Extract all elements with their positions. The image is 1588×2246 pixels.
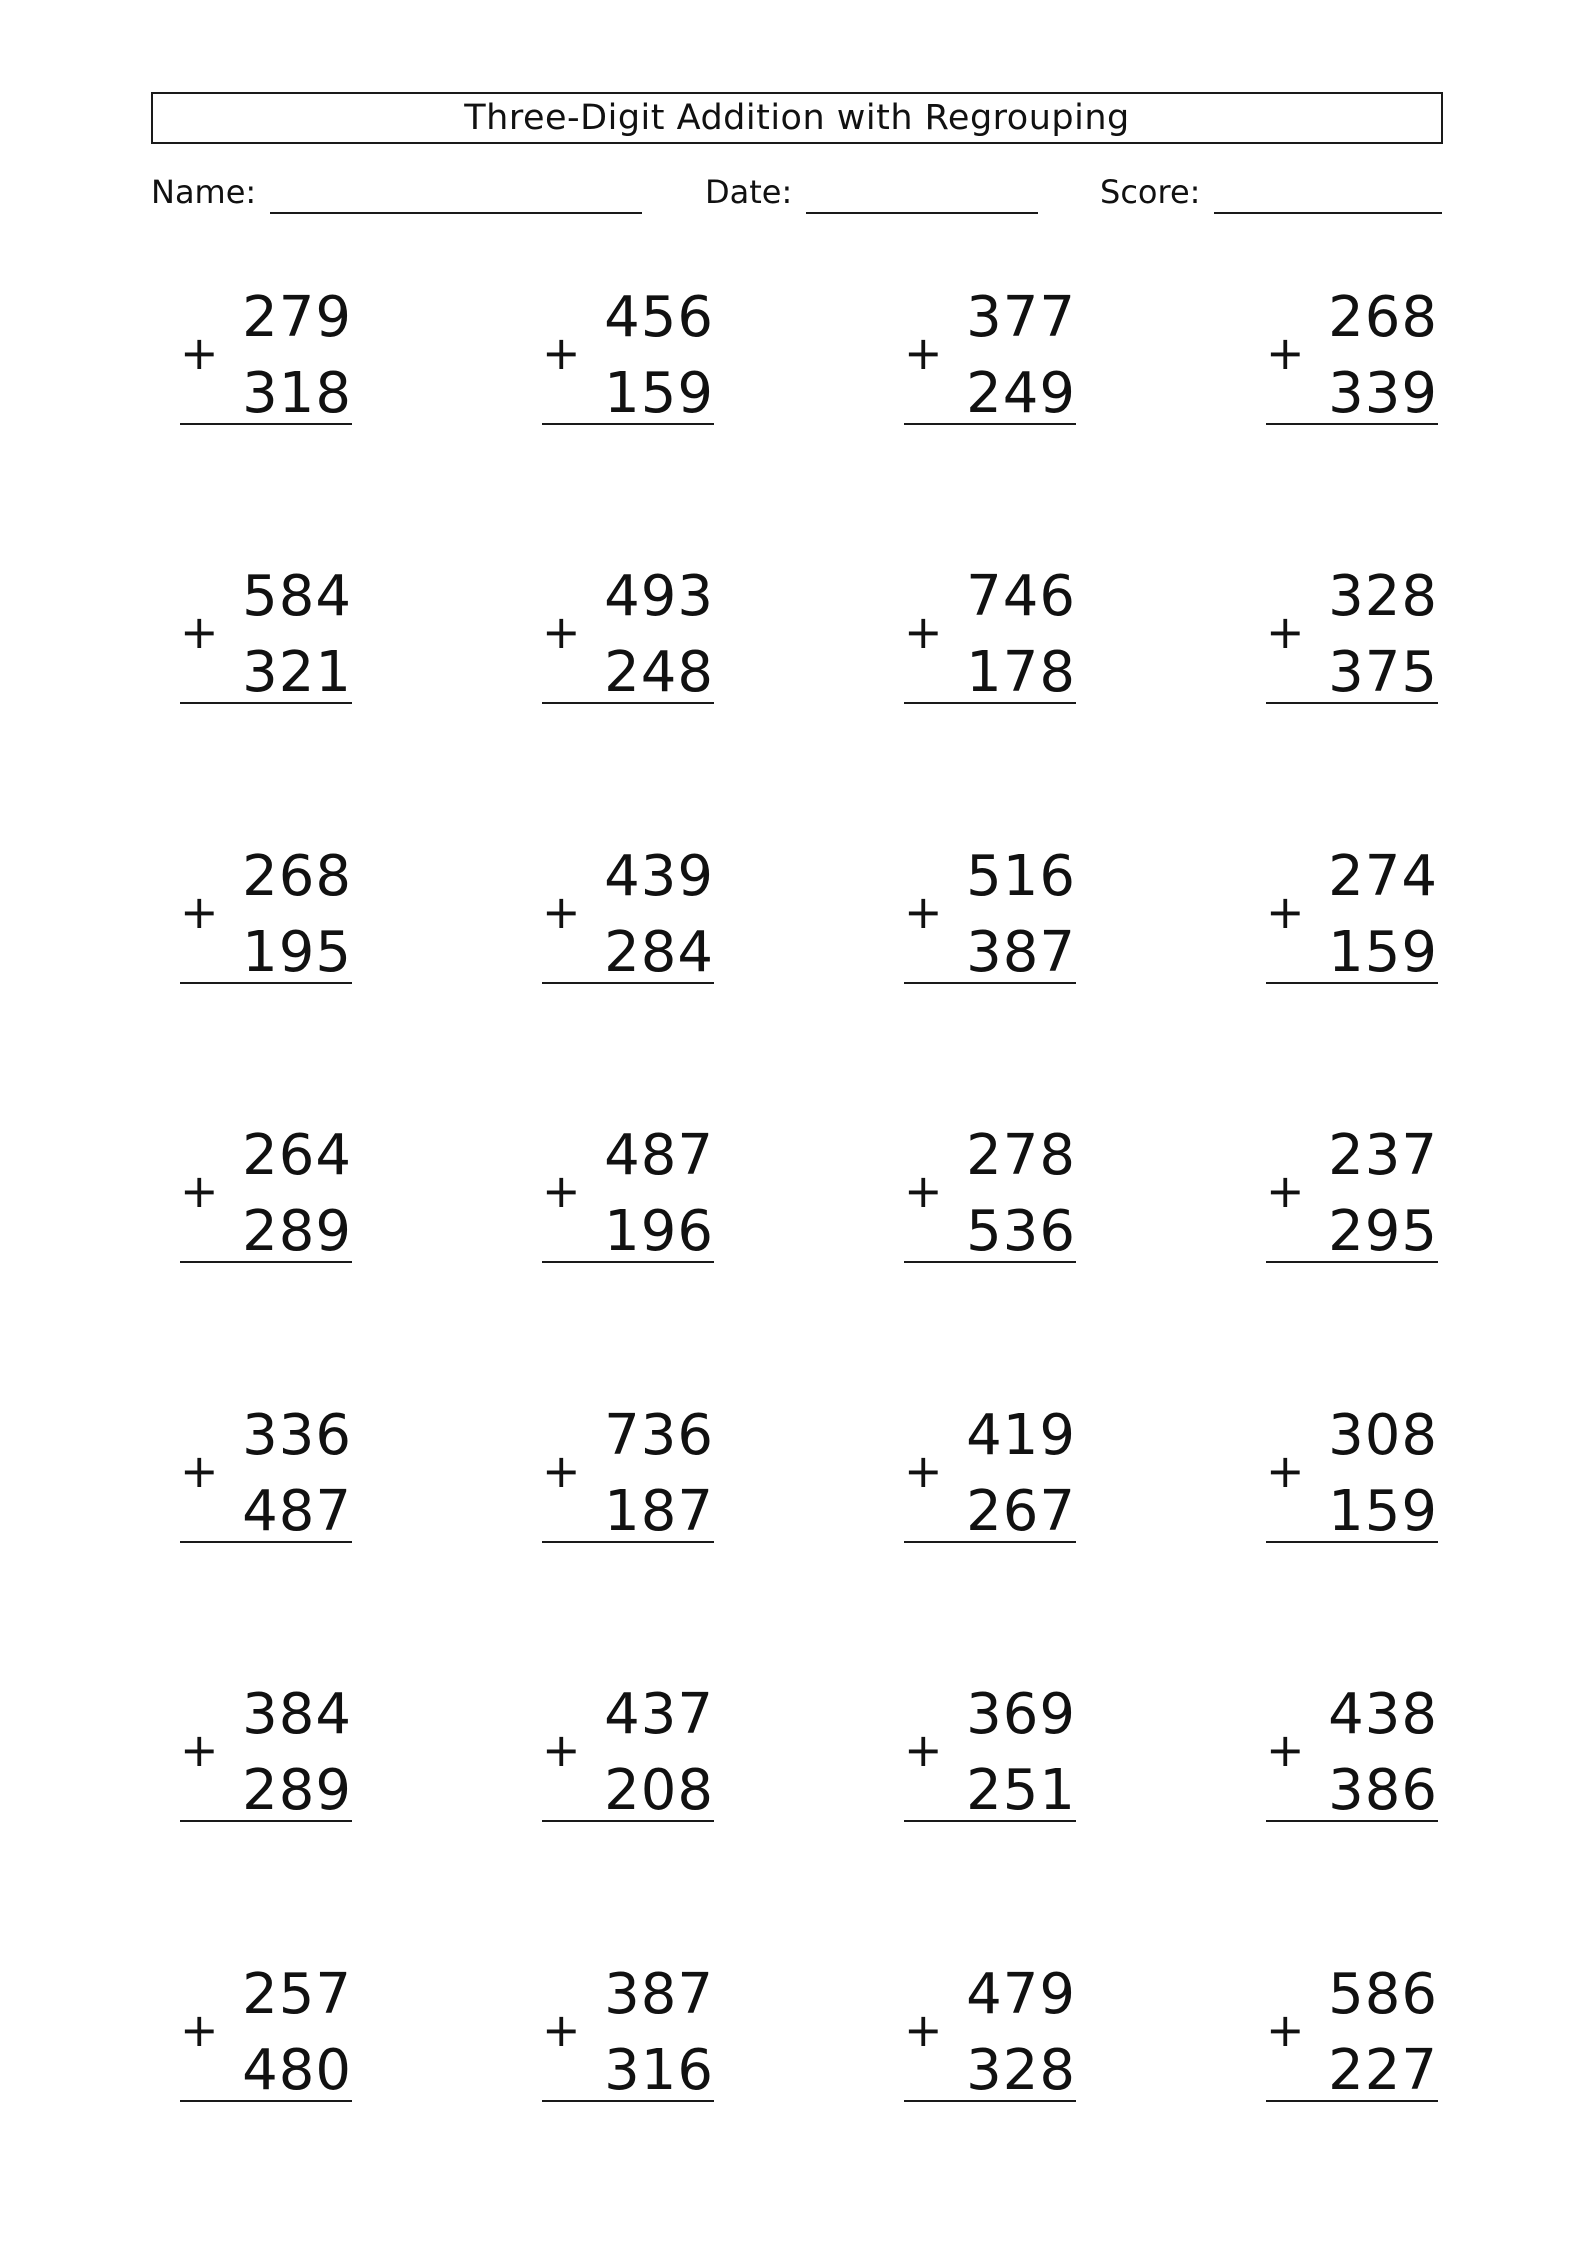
answer-line[interactable] [180, 702, 352, 704]
bottom-addend: 480 [242, 2038, 352, 2103]
plus-sign: + [1266, 2003, 1305, 2057]
name-label: Name: [151, 173, 257, 211]
top-addend: 377 [966, 285, 1076, 350]
answer-line[interactable] [904, 2100, 1076, 2102]
plus-sign: + [542, 326, 581, 380]
top-addend: 456 [604, 285, 714, 350]
answer-line[interactable] [1266, 1541, 1438, 1543]
plus-sign: + [180, 1444, 219, 1498]
top-addend: 437 [604, 1682, 714, 1747]
answer-line[interactable] [1266, 423, 1438, 425]
bottom-addend: 295 [1328, 1199, 1438, 1264]
top-addend: 487 [604, 1123, 714, 1188]
answer-line[interactable] [180, 1261, 352, 1263]
plus-sign: + [904, 2003, 943, 2057]
bottom-addend: 208 [604, 1758, 714, 1823]
bottom-addend: 536 [966, 1199, 1076, 1264]
score-label: Score: [1100, 173, 1201, 211]
plus-sign: + [904, 326, 943, 380]
addition-problem [1266, 1962, 1438, 2107]
top-addend: 586 [1328, 1962, 1438, 2027]
top-addend: 268 [1328, 285, 1438, 350]
answer-line[interactable] [180, 423, 352, 425]
bottom-addend: 196 [604, 1199, 714, 1264]
answer-line[interactable] [180, 982, 352, 984]
top-addend: 746 [966, 564, 1076, 629]
plus-sign: + [1266, 326, 1305, 380]
addition-problem [180, 844, 352, 989]
top-addend: 279 [242, 285, 352, 350]
bottom-addend: 159 [1328, 920, 1438, 985]
top-addend: 439 [604, 844, 714, 909]
plus-sign: + [180, 1723, 219, 1777]
top-addend: 419 [966, 1403, 1076, 1468]
bottom-addend: 178 [966, 640, 1076, 705]
bottom-addend: 375 [1328, 640, 1438, 705]
addition-problem [904, 1403, 1076, 1548]
plus-sign: + [180, 885, 219, 939]
bottom-addend: 251 [966, 1758, 1076, 1823]
top-addend: 479 [966, 1962, 1076, 2027]
plus-sign: + [542, 1723, 581, 1777]
answer-line[interactable] [180, 1820, 352, 1822]
top-addend: 369 [966, 1682, 1076, 1747]
answer-line[interactable] [542, 1541, 714, 1543]
addition-problem [904, 1682, 1076, 1827]
bottom-addend: 321 [242, 640, 352, 705]
plus-sign: + [180, 2003, 219, 2057]
answer-line[interactable] [1266, 1261, 1438, 1263]
top-addend: 387 [604, 1962, 714, 2027]
answer-line[interactable] [180, 2100, 352, 2102]
plus-sign: + [542, 1444, 581, 1498]
date-label: Date: [705, 173, 793, 211]
plus-sign: + [904, 1164, 943, 1218]
plus-sign: + [542, 1164, 581, 1218]
answer-line[interactable] [904, 1541, 1076, 1543]
bottom-addend: 195 [242, 920, 352, 985]
plus-sign: + [542, 885, 581, 939]
top-addend: 384 [242, 1682, 352, 1747]
worksheet-title-text: Three-Digit Addition with Regrouping [464, 98, 1130, 138]
answer-line[interactable] [542, 702, 714, 704]
answer-line[interactable] [1266, 1820, 1438, 1822]
plus-sign: + [542, 605, 581, 659]
plus-sign: + [1266, 1723, 1305, 1777]
answer-line[interactable] [542, 982, 714, 984]
answer-line[interactable] [542, 2100, 714, 2102]
plus-sign: + [1266, 1164, 1305, 1218]
addition-problem [542, 1123, 714, 1268]
answer-line[interactable] [904, 982, 1076, 984]
addition-problem [180, 1682, 352, 1827]
bottom-addend: 386 [1328, 1758, 1438, 1823]
bottom-addend: 159 [1328, 1479, 1438, 1544]
plus-sign: + [180, 1164, 219, 1218]
bottom-addend: 249 [966, 361, 1076, 426]
top-addend: 257 [242, 1962, 352, 2027]
addition-problem [180, 564, 352, 709]
plus-sign: + [180, 326, 219, 380]
plus-sign: + [1266, 605, 1305, 659]
answer-line[interactable] [904, 702, 1076, 704]
bottom-addend: 248 [604, 640, 714, 705]
addition-problem [1266, 285, 1438, 430]
bottom-addend: 316 [604, 2038, 714, 2103]
bottom-addend: 339 [1328, 361, 1438, 426]
addition-problem [904, 564, 1076, 709]
answer-line[interactable] [904, 423, 1076, 425]
addition-problem [542, 1403, 714, 1548]
addition-problem [904, 1962, 1076, 2107]
answer-line[interactable] [542, 423, 714, 425]
top-addend: 308 [1328, 1403, 1438, 1468]
top-addend: 274 [1328, 844, 1438, 909]
bottom-addend: 387 [966, 920, 1076, 985]
answer-line[interactable] [904, 1820, 1076, 1822]
top-addend: 264 [242, 1123, 352, 1188]
bottom-addend: 328 [966, 2038, 1076, 2103]
answer-line[interactable] [542, 1261, 714, 1263]
bottom-addend: 284 [604, 920, 714, 985]
plus-sign: + [1266, 885, 1305, 939]
answer-line[interactable] [1266, 702, 1438, 704]
bottom-addend: 487 [242, 1479, 352, 1544]
plus-sign: + [904, 1444, 943, 1498]
addition-problem [542, 285, 714, 430]
top-addend: 237 [1328, 1123, 1438, 1188]
addition-problem [1266, 1403, 1438, 1548]
addition-problem [1266, 1123, 1438, 1268]
addition-problem [542, 1682, 714, 1827]
addition-problem [904, 1123, 1076, 1268]
bottom-addend: 289 [242, 1199, 352, 1264]
bottom-addend: 267 [966, 1479, 1076, 1544]
bottom-addend: 159 [604, 361, 714, 426]
addition-problem [904, 844, 1076, 989]
bottom-addend: 318 [242, 361, 352, 426]
addition-problem [1266, 1682, 1438, 1827]
answer-line[interactable] [904, 1261, 1076, 1263]
addition-problem [180, 1123, 352, 1268]
plus-sign: + [542, 2003, 581, 2057]
addition-problem [180, 285, 352, 430]
plus-sign: + [904, 885, 943, 939]
plus-sign: + [904, 1723, 943, 1777]
top-addend: 736 [604, 1403, 714, 1468]
answer-line[interactable] [1266, 982, 1438, 984]
plus-sign: + [904, 605, 943, 659]
addition-problem [542, 844, 714, 989]
answer-line[interactable] [1266, 2100, 1438, 2102]
top-addend: 438 [1328, 1682, 1438, 1747]
bottom-addend: 227 [1328, 2038, 1438, 2103]
top-addend: 278 [966, 1123, 1076, 1188]
top-addend: 268 [242, 844, 352, 909]
addition-problem [180, 1403, 352, 1548]
addition-problem [1266, 844, 1438, 989]
top-addend: 328 [1328, 564, 1438, 629]
bottom-addend: 187 [604, 1479, 714, 1544]
plus-sign: + [1266, 1444, 1305, 1498]
top-addend: 584 [242, 564, 352, 629]
addition-problem [542, 1962, 714, 2107]
bottom-addend: 289 [242, 1758, 352, 1823]
addition-problem [180, 1962, 352, 2107]
top-addend: 493 [604, 564, 714, 629]
top-addend: 336 [242, 1403, 352, 1468]
plus-sign: + [180, 605, 219, 659]
answer-line[interactable] [542, 1820, 714, 1822]
addition-problem [1266, 564, 1438, 709]
addition-problem [542, 564, 714, 709]
answer-line[interactable] [180, 1541, 352, 1543]
top-addend: 516 [966, 844, 1076, 909]
addition-problem [904, 285, 1076, 430]
